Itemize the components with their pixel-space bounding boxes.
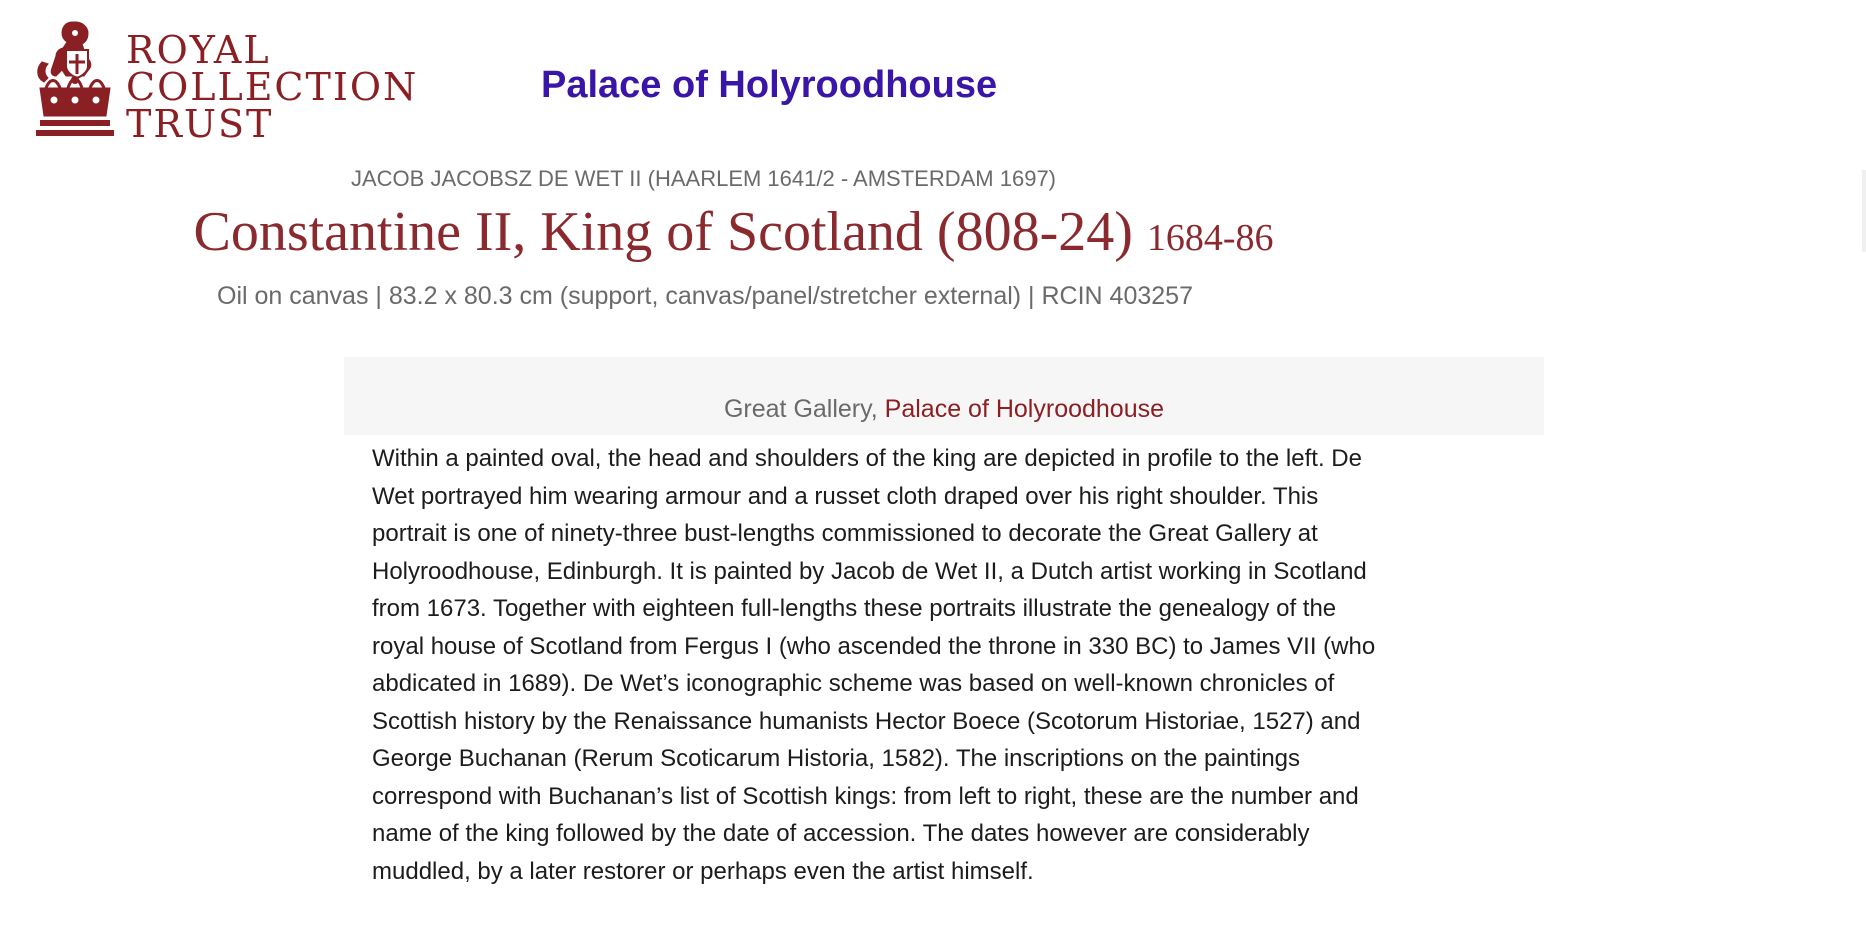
description-line: muddled, by a later restorer or perhaps even the artist himself.	[372, 857, 1034, 885]
artwork-title-text: Constantine II, King of Scotland (808-24)	[193, 201, 1133, 263]
location-link[interactable]: Palace of Holyroodhouse	[884, 395, 1165, 423]
location-panel	[344, 357, 1544, 435]
logo-wordmark	[126, 28, 419, 146]
description-line: from 1673. Together with eighteen full-lengths these portraits illustrate the genealogy of the	[372, 595, 1337, 622]
artwork-title	[0, 200, 1467, 264]
artwork-date: 1684-86	[1146, 217, 1274, 259]
location-text	[344, 395, 1544, 424]
artwork-meta: Oil on canvas | 83.2 x 80.3 cm (support, canvas/panel/stretcher external) | RCIN 403257	[217, 282, 1193, 310]
description-line: Within a painted oval, the head and shoulders of the king are depicted in profile to the left. De	[372, 445, 1362, 472]
royal-crest-icon	[32, 18, 118, 142]
scrollbar[interactable]	[1862, 170, 1866, 252]
description-line: royal house of Scotland from Fergus I (who ascended the throne in 330 BC) to James VII (who	[372, 632, 1376, 660]
description-line: correspond with Buchanan’s list of Scottish kings: from left to right, these are the number and	[372, 782, 1359, 810]
artwork-artist: JACOB JACOBSZ DE WET II (HAARLEM 1641/2 - AMSTERDAM 1697)	[351, 166, 1056, 191]
logo-line-collection: COLLECTION	[126, 65, 419, 109]
logo-line-trust: TRUST	[126, 102, 274, 146]
description-line: Wet portrayed him wearing armour and a russet cloth draped over his right shoulder. This	[372, 482, 1319, 510]
description-line: portrait is one of ninety-three bust-lengths commissioned to decorate the Great Gallery at	[372, 520, 1318, 547]
royal-collection-trust-logo[interactable]	[32, 18, 419, 148]
description-line: Scottish history by the Renaissance humanists Hector Boece (Scotorum Historiae, 1527) and	[372, 707, 1361, 735]
description-line: abdicated in 1689). De Wet’s iconographic scheme was based on well-known chronicles of	[372, 670, 1335, 697]
site-title[interactable]: Palace of Holyroodhouse	[541, 64, 998, 106]
description-line: George Buchanan (Rerum Scoticarum Historia, 1582). The inscriptions on the paintings	[372, 745, 1301, 772]
artwork-description	[372, 440, 1492, 890]
description-line: Holyroodhouse, Edinburgh. It is painted by Jacob de Wet II, a Dutch artist working in Scotland	[372, 557, 1367, 585]
description-line: name of the king followed by the date of accession. The dates however are considerably	[372, 820, 1310, 847]
logo-line-royal: ROYAL	[126, 28, 271, 72]
location-prefix: Great Gallery,	[723, 395, 885, 423]
